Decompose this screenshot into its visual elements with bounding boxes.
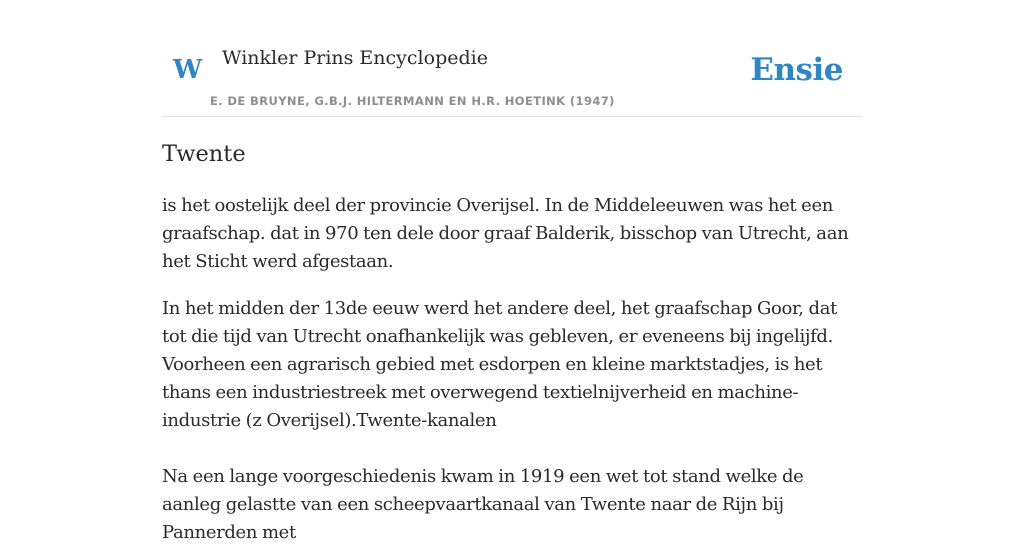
authors-line: E. DE BRUYNE, G.B.J. HILTERMANN EN H.R. HOETINK (1947) bbox=[210, 94, 615, 108]
encyclopedia-logo-icon[interactable]: W bbox=[173, 55, 203, 85]
site-header bbox=[162, 0, 862, 117]
article-paragraph: Na een lange voorgeschiedenis kwam in 1919 een wet tot stand welke de aanleg gelastte van een scheepvaartkanaal van Twente naar de Rijn bij Pannerden met bbox=[162, 466, 804, 543]
entry-title: Twente bbox=[162, 141, 246, 167]
article-paragraph: is het oostelijk deel der provincie Overijsel. In de Middeleeuwen was het een graafschap. dat in 970 ten dele door graaf Balderik, bisschop van Utrecht, aan het Sticht werd afgestaan. bbox=[162, 195, 849, 272]
article-paragraph: In het midden der 13de eeuw werd het andere deel, het graafschap Goor, dat tot die tijd van Utrecht onafhankelijk was gebleven, er eveneens bij ingelijfd. Voorheen een agrarisch gebied met esdorpen en kleine marktstadjes, is het thans een industriestreek met overwegend textielnijverheid en machine-industrie (z Overijsel).Twente-kanalen bbox=[162, 298, 837, 431]
article bbox=[162, 136, 862, 547]
ensie-brand-logo[interactable]: Ensie bbox=[750, 52, 843, 88]
book-title: Winkler Prins Encyclopedie bbox=[222, 47, 488, 69]
